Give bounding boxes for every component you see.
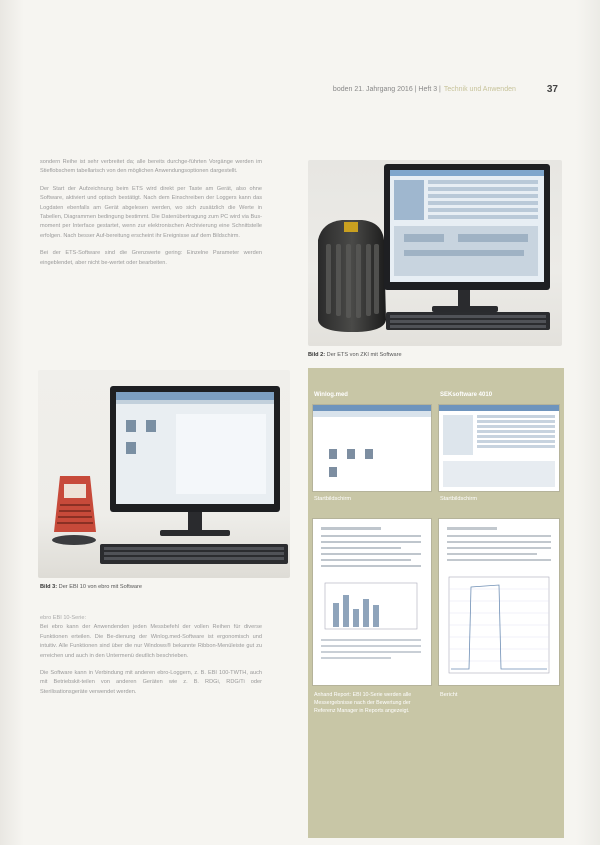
paragraph: Bei der ETS-Software sind die Grenzwerte gering: Einzelne Parameter werden eingeblendet, aber nicht be-wertet oder bearbeiten. xyxy=(40,250,262,266)
winlog-report-illustration xyxy=(313,519,431,685)
sek-report-illustration xyxy=(439,519,559,685)
report-description: Anhand Report: EBI 10-Serie werden alle Messergebnisse nach der Bewertung der Referenz Manager in Reports angezeigt. xyxy=(314,692,412,714)
photo-ebi10-device xyxy=(38,370,290,578)
photo-ets-device xyxy=(308,160,562,346)
software-comparison-panel xyxy=(308,368,564,838)
sek-start-screenshot xyxy=(438,404,560,492)
winlog-start-screenshot xyxy=(312,404,432,492)
label-start-left: Startbildschirm xyxy=(314,496,351,502)
sek-report-screenshot xyxy=(438,518,560,686)
journal-info: boden 21. Jahrgang 2016 | Heft 3 | xyxy=(332,86,441,93)
paragraph: Bei ebro kann der Anwendenden jeden Messbefehl der vollen Reihen für diverse Funktionen erteilen. Die Be-dienung der Winlog.med-Software ist ergonomisch und intuitiv. Alle Funktionen sind über die nur Windows® bekannte Ribbon-Menüleiste gut zu erreichen und auch in den Untermenü deutlich beschrieben. xyxy=(40,624,262,659)
ets-device-illustration xyxy=(308,160,562,346)
section-name: Technik und Anwenden xyxy=(443,86,516,93)
paragraph: Der Start der Aufzeichnung beim ETS wird direkt per Taste am Gerät, also ohne Software, aktiviert und optisch bestätigt. Nach dem Einschreiben der Loggers kann das Logdaten ebenfalls am Gerät abgelesen werden, wo sich zusätzlich die Werte in Tabellen, Diagrammen bedingung bestimmt. Die Datenübertragung zum PC wird via Bus-moment per Interface gestartet, wenn zur elektronischen Archivierung eine Schnittstelle erfolgen. Nach besser Auf-bereitung erscheint ihr Ereignisse auf dem Bildschirm. xyxy=(40,185,262,239)
figure-caption-2: Bild 2: Der ETS von ZKI mit Software xyxy=(308,352,402,358)
sek-start-illustration xyxy=(439,405,559,491)
winlog-report-screenshot xyxy=(312,518,432,686)
panel-title-left: Winlog.med xyxy=(314,392,348,398)
running-header xyxy=(333,84,558,95)
panel-title-right: SEKsoftware 4010 xyxy=(440,392,493,398)
text-column-top xyxy=(40,158,262,276)
paragraph: Die Software kann in Verbindung mit anderen ebro-Loggern, z. B. EBI 100-TWTH, auch mit Betriebskit-teilen von anderen Geräten wie z. B. RDGi, RDG/Ti oder Sterilisationsgeräte verwendet werden. xyxy=(40,670,262,695)
figure-caption-3: Bild 3: Der EBI 10 von ebro mit Software xyxy=(40,584,142,590)
page-number: 37 xyxy=(546,84,558,95)
paragraph: sondern Reihe ist sehr verbreitet da; alle bereits durchge-führten Vorgänge werden im Stieflobschem tabellarisch von den möglichen Anwendungsoptionen dargestellt. xyxy=(40,159,262,175)
subheading: ebro EBI 10-Serie: xyxy=(40,615,87,621)
ebi10-device-illustration xyxy=(38,370,290,578)
winlog-start-illustration xyxy=(313,405,431,491)
text-column-bottom xyxy=(40,614,262,705)
label-start-right: Startbildschirm xyxy=(440,496,477,502)
label-report-right: Bericht xyxy=(440,692,458,698)
